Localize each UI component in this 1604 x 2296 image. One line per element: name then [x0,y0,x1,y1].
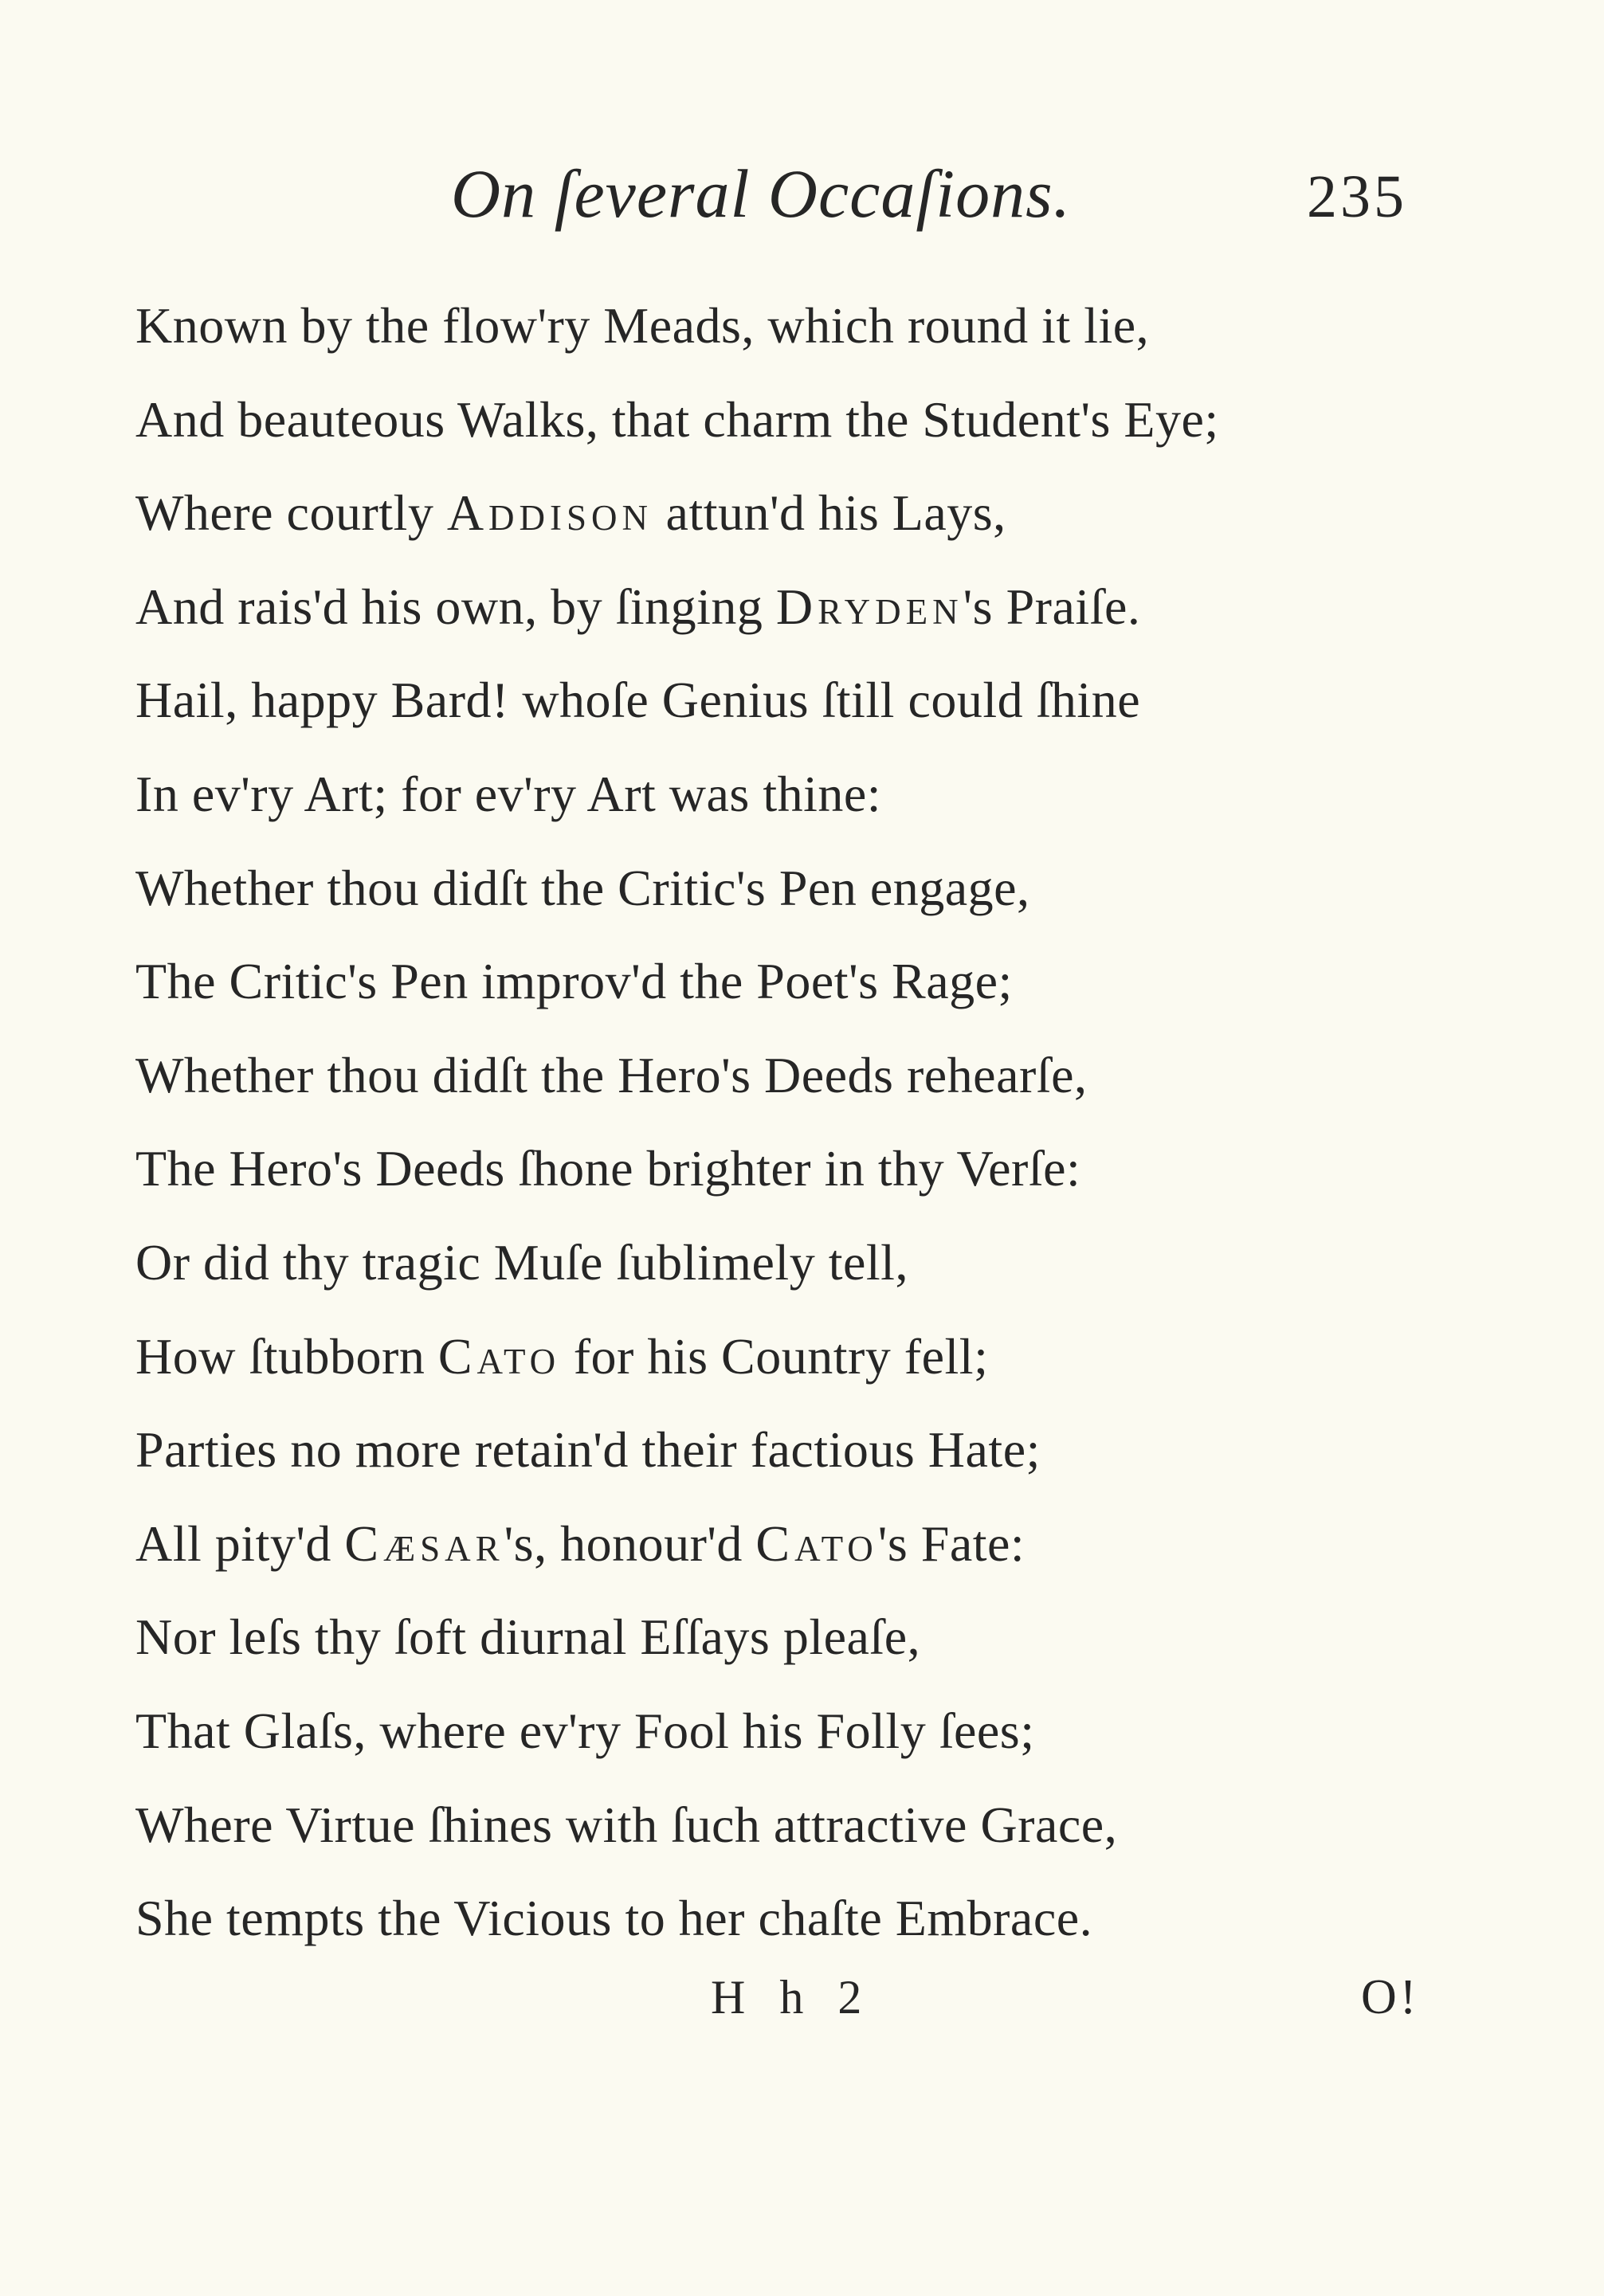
proper-name: Cato [755,1514,878,1572]
verse-line [135,279,1490,373]
verse-text-segment: Or did thy tragic Muſe ſublimely tell, [135,1233,908,1291]
verse-line [135,1871,1490,1965]
verse-text-segment: The Hero's Deeds ſhone brighter in thy Verſe: [135,1140,1081,1197]
proper-name: Cato [437,1327,561,1385]
verse-text-segment: And beauteous Walks, that charm the Student's Eye; [135,390,1219,448]
verse-line [135,1216,1490,1310]
verse-text-segment: Known by the flow'ry Meads, which round it lie, [135,297,1150,354]
verse-line [135,1684,1490,1778]
verse-text-segment: And rais'd his own, by ſinging [135,578,776,635]
verse-text-segment: Whether thou didſt the Hero's Deeds rehearſe, [135,1046,1088,1103]
signature-mark: H h 2 [711,1971,873,2024]
verse-line [135,1590,1490,1684]
verse-text-segment: She tempts the Vicious to her chaſte Embrace. [135,1890,1093,1947]
verse-line [135,466,1490,560]
running-head [0,150,1604,245]
verse-line [135,1028,1490,1123]
verse-text [135,279,1490,1965]
verse-text-segment: Nor leſs thy ſoft diurnal Eſſays pleaſe, [135,1608,921,1666]
verse-text-segment: All pity'd [135,1514,345,1572]
verse-text-segment: 's Praiſe. [963,578,1141,635]
verse-text-segment: 's Fate: [877,1514,1026,1572]
verse-line [135,560,1490,654]
verse-line [135,934,1490,1028]
proper-name: Dryden [775,578,963,635]
verse-text-segment: Hail, happy Bard! whoſe Genius ſtill could ſhine [135,672,1141,729]
verse-line [135,1310,1490,1404]
verse-text-segment: attun'd his Lays, [653,484,1006,542]
verse-text-segment: How ſtubborn [135,1327,438,1385]
catchword: O! [1361,1970,1420,2024]
verse-text-segment: In ev'ry Art; for ev'ry Art was thine: [135,765,882,822]
running-title: On ſeveral Occaſions. [451,155,1072,232]
verse-line [135,1778,1490,1872]
verse-text-segment: The Critic's Pen improv'd the Poet's Rage; [135,953,1013,1010]
page-number: 235 [1307,163,1407,230]
verse-text-segment: Where courtly [135,484,447,542]
verse-line [135,747,1490,841]
verse-line [135,1122,1490,1216]
verse-line [135,1497,1490,1591]
proper-name: Cæsar [344,1514,504,1572]
verse-line [135,1403,1490,1497]
verse-text-segment: That Glaſs, where ev'ry Fool his Folly ſees; [135,1702,1035,1759]
verse-line [135,373,1490,467]
verse-line [135,841,1490,935]
verse-text-segment: Where Virtue ſhines with ſuch attractive Grace, [135,1796,1118,1853]
verse-line [135,653,1490,747]
verse-text-segment: for his Country fell; [560,1327,989,1385]
proper-name: Addison [446,484,653,542]
verse-text-segment: 's, honour'd [504,1514,756,1572]
verse-text-segment: Parties no more retain'd their factious Hate; [135,1421,1041,1479]
verse-text-segment: Whether thou didſt the Critic's Pen engage, [135,859,1030,916]
